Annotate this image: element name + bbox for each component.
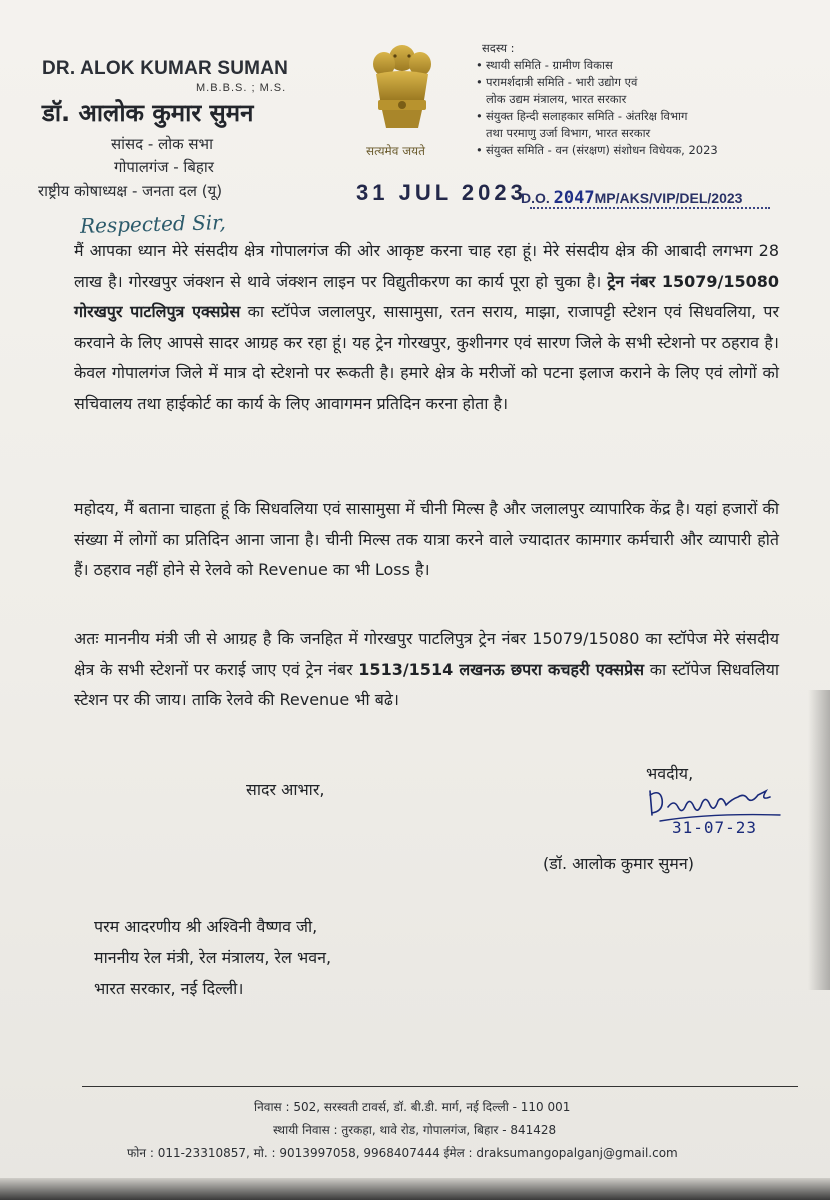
addressee-line: भारत सरकार, नई दिल्ली। bbox=[94, 979, 244, 998]
addressee-block bbox=[94, 911, 331, 1004]
footer-residence: निवास : 502, सरस्वती टावर्स, डॉ. बी.डी. मार्ग, नई दिल्ली - 110 001 bbox=[254, 1100, 571, 1114]
do-number-handwritten: 2047 bbox=[553, 188, 595, 208]
do-prefix: D.O. bbox=[521, 190, 550, 206]
footer-divider bbox=[82, 1086, 798, 1087]
do-reference: MP/AKS/VIP/DEL/2023 bbox=[594, 190, 743, 206]
member-item-continuation: लोक उद्यम मंत्रालय, भारत सरकार bbox=[486, 92, 627, 106]
p1-text-c: का स्टॉपेज जलालपुर, सासामुसा, रतन सराय, माझा, राजापट्टी स्टेशन एवं सिधवलिया, पर करवाने के लिए आपसे सादर आग्रह कर रहा हूं। यह ट्रेन गोरखपुर, कुशीनगर एवं सारण जिले के सभी स्टेशनो पर ठहराव है। केवल गोपालगंज जिले में मात्र दो स्टेशनो पर रूकती है। हमारे क्षेत्र के मरीजों को पटना इलाज कराने के लिए एवं लोगों को सचिवालय तथा हाईकोर्ट का कार्य के लिए आवागमन प्रतिदिन करना होता है। bbox=[74, 302, 779, 413]
p1-train-highlight: ट्रेन नंबर 15079/15080 गोरखपुर पाटलिपुत्र एक्सप्रेस bbox=[74, 271, 779, 321]
addressee-line: माननीय रेल मंत्री, रेल मंत्रालय, रेल भवन, bbox=[94, 948, 332, 967]
letterhead-name-english: DR. ALOK KUMAR SUMAN bbox=[42, 58, 289, 79]
footer-contact: फोन : 011-23310857, मो. : 9013997058, 9968407444 ईमेल : draksumangopalganj@gmail.com bbox=[127, 1146, 678, 1160]
member-item: • संयुक्त समिति - वन (संरक्षण) संशोधन विधेयक, 2023 bbox=[476, 142, 806, 159]
signature-date: 31-07-23 bbox=[672, 818, 758, 837]
member-item: • स्थायी समिति - ग्रामीण विकास bbox=[476, 57, 806, 74]
letterhead-designation: सांसद - लोक सभा bbox=[111, 135, 213, 153]
sender-name: (डॉ. आलोक कुमार सुमन) bbox=[543, 854, 694, 873]
salutation: Respected Sir, bbox=[79, 210, 227, 238]
addressee-line: परम आदरणीय श्री अश्विनी वैष्णव जी, bbox=[94, 917, 318, 936]
body-paragraph-2: महोदय, मैं बताना चाहता हूं कि सिधवलिया एवं सासामुसा में चीनी मिल्स है और जलालपुर व्यापारिक केंद्र है। यहां हजारों की संख्या में लोगों का प्रतिदिन आना जाना है। चीनी मिल्स तक यात्रा करने वाले ज्यादातर कामगार कर्मचारी और व्यापारी होते हैं। ठहराव नहीं होने से रेलवे को Revenue का भी Loss है। bbox=[74, 499, 779, 579]
p1-text-a: मैं आपका ध्यान मेरे संसदीय क्षेत्र गोपालगंज की ओर आकृष्ट करना चाह रहा हूं। मेरे संसदीय क्षेत्र की आबादी लगभग 28 लाख है। गोरखपुर जंक्शन से थावे जंक्शन लाइन पर विद्युतीकरण का कार्य पूरा हो चुका है। bbox=[74, 241, 779, 291]
date-stamp: 31 JUL 2023 bbox=[356, 180, 527, 205]
emblem-motto: सत्यमेव जयते bbox=[366, 144, 425, 158]
committee-memberships bbox=[476, 40, 806, 159]
member-item-continuation: तथा परमाणु उर्जा विभाग, भारत सरकार bbox=[486, 126, 651, 140]
member-item: • संयुक्त हिन्दी सलाहकार समिति - अंतरिक्ष विभाग bbox=[476, 108, 806, 125]
p3-text-c: का स्टॉपेज सिधवलिया स्टेशन पर की जाय। ताकि रेलवे की Revenue भी बढे। bbox=[74, 659, 779, 709]
page-bottom-shadow bbox=[0, 1178, 830, 1200]
letterhead-name-hindi: डॉ. आलोक कुमार सुमन bbox=[42, 99, 254, 127]
body-paragraph-3 bbox=[74, 624, 779, 716]
members-title: सदस्य : bbox=[482, 41, 515, 55]
do-number bbox=[521, 188, 742, 208]
closing-yours: भवदीय, bbox=[646, 764, 694, 783]
page-edge-shadow bbox=[808, 690, 830, 990]
letterhead-constituency: गोपालगंज - बिहार bbox=[114, 158, 214, 176]
p3-train-highlight: 1513/1514 लखनऊ छपरा कचहरी एक्सप्रेस bbox=[358, 659, 645, 679]
p3-text-a: अतः माननीय मंत्री जी से आग्रह है कि जनहित में गोरखपुर पाटलिपुत्र ट्रेन नंबर 15079/15080 का स्टॉपेज मेरे संसदीय क्षेत्र के सभी स्टेशनों पर कराई जाए एवं ट्रेन नंबर bbox=[74, 629, 779, 679]
letterhead-degrees: M.B.B.S. ; M.S. bbox=[196, 82, 287, 94]
national-emblem-icon bbox=[362, 38, 442, 134]
member-item: • परामर्शदात्री समिति - भारी उद्योग एवं bbox=[476, 74, 806, 91]
footer-permanent-address: स्थायी निवास : तुरकहा, थावे रोड, गोपालगंज, बिहार - 841428 bbox=[273, 1123, 557, 1137]
closing-thanks: सादर आभार, bbox=[246, 780, 325, 799]
do-dotted-line bbox=[530, 207, 770, 209]
letterhead-party-role: राष्ट्रीय कोषाध्यक्ष - जनता दल (यू) bbox=[38, 182, 223, 200]
body-paragraph-1 bbox=[74, 236, 779, 419]
